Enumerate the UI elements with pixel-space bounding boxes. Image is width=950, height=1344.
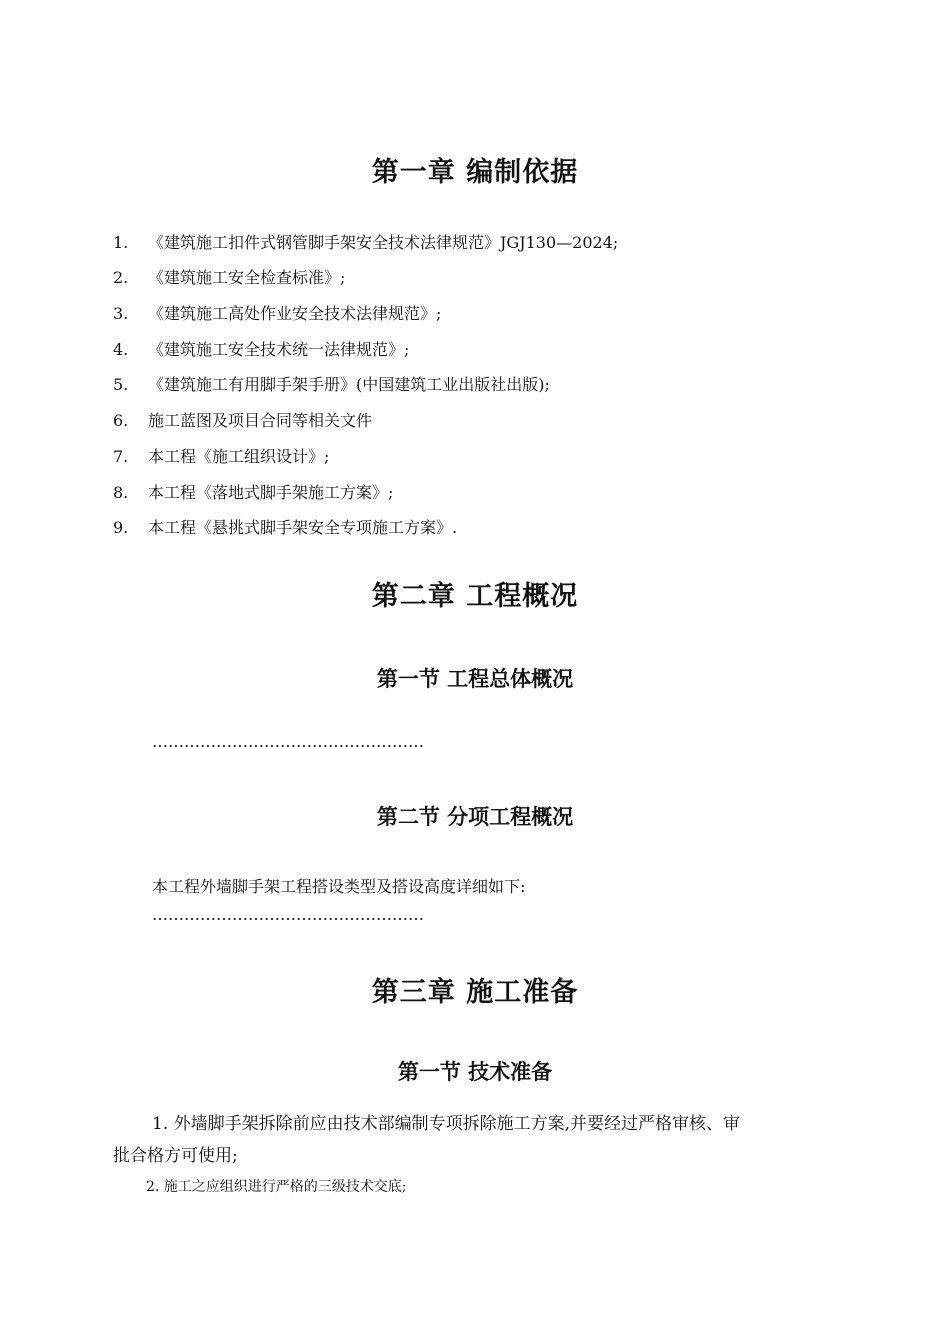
paragraph-continuation: 批合格方可使用; [113, 1146, 238, 1166]
section-title: 第一节 工程总体概况 [376, 667, 574, 691]
ellipsis-placeholder: …………………………………………… [152, 732, 424, 751]
chapter-3-title: 第三章 施工准备 [371, 977, 579, 1008]
chapter-1-title: 第一章 编制依据 [371, 157, 579, 188]
ellipsis-placeholder: …………………………………………… [152, 905, 424, 924]
list-item: 4. 《建筑施工安全技术统一法律规范》; [113, 340, 410, 359]
list-item: 8. 本工程《落地式脚手架施工方案》; [113, 483, 394, 502]
list-item: 5. 《建筑施工有用脚手架手册》(中国建筑工业出版社出版); [113, 375, 550, 394]
list-item: 1. 《建筑施工扣件式钢管脚手架安全技术法律规范》JGJ130—2024; [113, 233, 619, 252]
list-item: 3. 《建筑施工高处作业安全技术法律规范》; [113, 304, 442, 323]
list-item: 2. 《建筑施工安全检查标准》; [113, 268, 346, 287]
section-title: 第一节 技术准备 [397, 1060, 553, 1084]
list-item: 7. 本工程《施工组织设计》; [113, 447, 330, 466]
list-item: 6. 施工蓝图及项目合同等相关文件 [113, 411, 373, 430]
section-title: 第二节 分项工程概况 [376, 805, 574, 829]
chapter-2-title: 第二章 工程概况 [371, 581, 579, 612]
list-item: 9. 本工程《悬挑式脚手架安全专项施工方案》. [113, 518, 458, 537]
paragraph: 本工程外墙脚手架工程搭设类型及搭设高度详细如下: [152, 877, 526, 896]
paragraph: 2. 施工之应组织进行严格的三级技术交底; [146, 1179, 407, 1195]
paragraph: 1. 外墙脚手架拆除前应由技术部编制专项拆除施工方案,并要经过严格审核、审 [152, 1114, 741, 1134]
